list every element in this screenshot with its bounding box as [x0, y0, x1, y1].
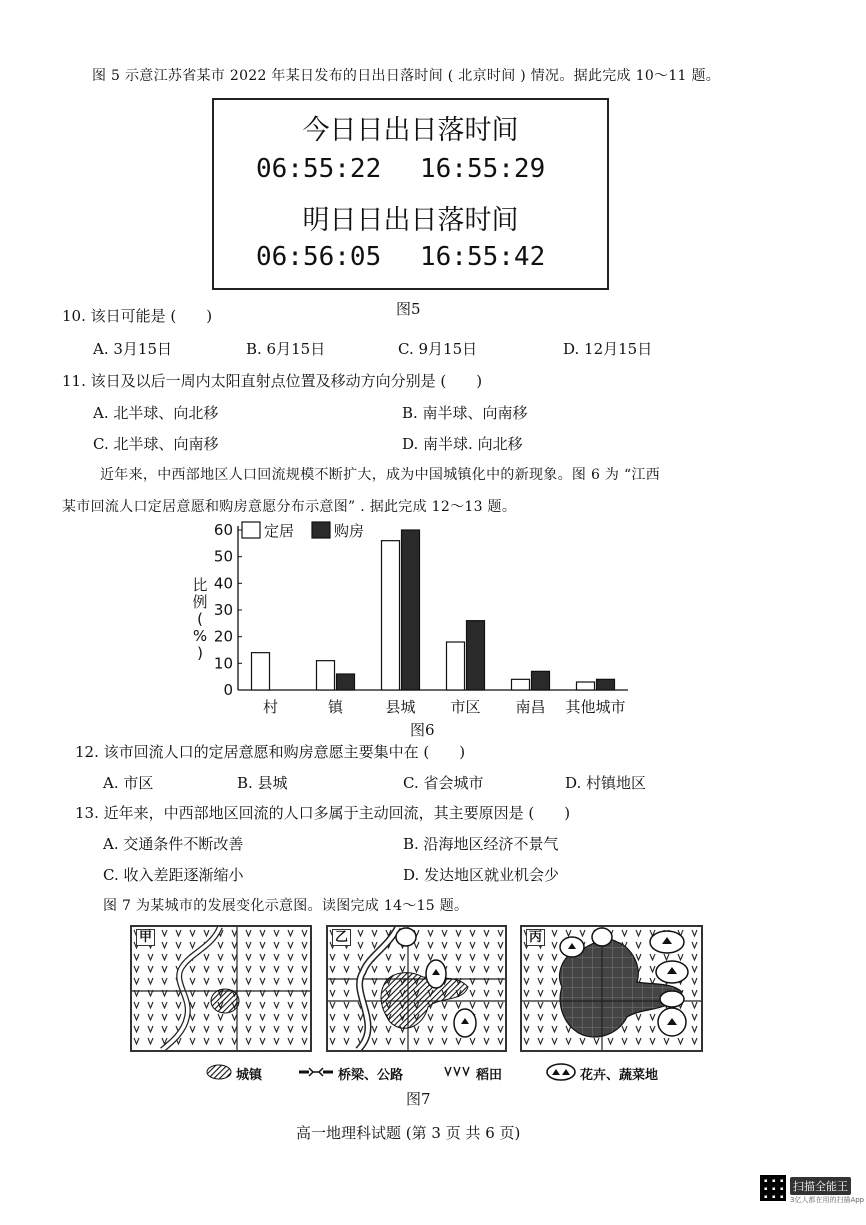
bar-定居-南昌: [512, 679, 530, 690]
q12-option-a: A. 市区: [103, 774, 154, 792]
today-title: 今日日出日落时间: [302, 115, 519, 146]
q10-option-a: A. 3月15日: [93, 340, 172, 358]
y-tick-label: 60: [213, 521, 233, 539]
legend-town-swatch: [205, 1064, 233, 1080]
legend-town: 城镇: [236, 1068, 263, 1083]
page-footer: 高一地理科试题 (第 3 页 共 6 页): [296, 1124, 521, 1142]
y-tick-label: 30: [213, 601, 233, 619]
q12-stem: 12. 该市回流人口的定居意愿和购房意愿主要集中在 ( ): [75, 743, 466, 761]
q11-option-d: D. 南半球. 向北移: [402, 435, 523, 453]
x-tick-label: 南昌: [515, 698, 546, 716]
bar-定居-市区: [447, 642, 465, 690]
legend-flower-veg: 花卉、蔬菜地: [580, 1068, 659, 1083]
y-tick-label: 40: [213, 574, 233, 593]
y-tick-label: 50: [213, 547, 233, 566]
y-tick-label: 0: [223, 681, 233, 699]
q12-option-b: B. 县城: [237, 774, 288, 792]
today-sunrise: 06:55:22: [256, 154, 382, 184]
fig5-caption: 图5: [396, 300, 421, 318]
y-axis-label: (: [197, 610, 203, 628]
q11-option-b: B. 南半球、向南移: [402, 404, 528, 422]
q12-option-d: D. 村镇地区: [565, 774, 647, 792]
map-jia-label: 甲: [136, 929, 155, 946]
fig7-caption: 图7: [406, 1090, 431, 1108]
legend-swatch-购房: [312, 522, 330, 538]
y-axis-label: 例: [192, 593, 208, 611]
bar-购房-南昌: [532, 671, 550, 690]
y-axis-label: %: [192, 627, 208, 645]
y-axis-label: ): [197, 644, 203, 662]
q13-option-d: D. 发达地区就业机会少: [403, 866, 560, 884]
x-tick-label: 村: [262, 698, 279, 716]
bar-定居-村: [252, 653, 270, 690]
bar-定居-镇: [317, 661, 335, 690]
qr-code-icon: [760, 1175, 786, 1201]
today-sunset: 16:55:29: [420, 154, 546, 184]
q11-stem: 11. 该日及以后一周内太阳直射点位置及移动方向分别是 ( ): [62, 372, 483, 390]
sunrise-sunset-box: [212, 98, 609, 290]
x-tick-label: 县城: [385, 698, 416, 716]
legend-bridge-road-swatch: [297, 1064, 335, 1080]
legend-label-定居: 定居: [264, 522, 295, 540]
tomorrow-sunrise: 06:56:05: [256, 242, 382, 272]
q13-option-c: C. 收入差距逐渐缩小: [103, 866, 244, 884]
tomorrow-title: 明日日出日落时间: [302, 205, 519, 236]
q13-option-a: A. 交通条件不断改善: [103, 835, 244, 853]
q10-option-b: B. 6月15日: [246, 340, 326, 358]
map-bing-label: 丙: [526, 929, 545, 946]
y-axis-label: 比: [192, 576, 208, 594]
bar-购房-其他城市: [597, 679, 615, 690]
tomorrow-sunset: 16:55:42: [420, 242, 546, 272]
legend-paddy: 稻田: [476, 1068, 503, 1083]
q12-intro-line2: 某市回流人口定居意愿和购房意愿分布示意图” . 据此完成 12～13 题。: [62, 499, 517, 515]
y-tick-label: 10: [213, 654, 233, 673]
x-tick-label: 镇: [327, 698, 344, 716]
bar-购房-市区: [467, 621, 485, 690]
map-yi-label: 乙: [332, 929, 351, 946]
q12-option-c: C. 省会城市: [403, 774, 484, 792]
legend-flower-veg-swatch: [545, 1062, 577, 1082]
q11-option-c: C. 北半球、向南移: [93, 435, 219, 453]
bar-购房-县城: [402, 530, 420, 690]
fig6-caption: 图6: [410, 721, 435, 739]
bar-定居-其他城市: [577, 682, 595, 690]
bar-购房-镇: [337, 674, 355, 690]
q10-intro: 图 5 示意江苏省某市 2022 年某日发布的日出日落时间 ( 北京时间 ) 情况。据此完成 10～11 题。: [92, 68, 721, 84]
map-bing: [520, 925, 703, 1052]
q12-intro-line1: 近年来，中西部地区人口回流规模不断扩大，成为中国城镇化中的新现象。图 6 为 “江西: [100, 467, 661, 483]
q10-option-d: D. 12月15日: [563, 340, 653, 358]
map-jia-drawing: [132, 927, 310, 1050]
map-bing-drawing: [522, 927, 701, 1050]
map-yi-drawing: [328, 927, 505, 1050]
legend-label-购房: 购房: [334, 522, 365, 540]
x-tick-label: 其他城市: [565, 698, 626, 716]
legend-swatch-定居: [242, 522, 260, 538]
q14-intro: 图 7 为某城市的发展变化示意图。读图完成 14～15 题。: [103, 898, 469, 914]
x-tick-label: 市区: [450, 698, 481, 716]
q10-stem: 10. 该日可能是 ( ): [62, 307, 213, 325]
legend-bridge-road: 桥梁、公路: [338, 1068, 404, 1083]
map-jia: [130, 925, 312, 1052]
legend-paddy-swatch: [443, 1064, 473, 1080]
scanner-subtext: 3亿人都在用的扫描App: [790, 1196, 865, 1204]
q11-option-a: A. 北半球、向北移: [93, 404, 219, 422]
bar-定居-县城: [382, 541, 400, 690]
q10-option-c: C. 9月15日: [398, 340, 478, 358]
y-tick-label: 20: [213, 627, 233, 646]
q13-stem: 13. 近年来，中西部地区回流的人口多属于主动回流，其主要原因是 ( ): [75, 804, 571, 822]
map-yi: [326, 925, 507, 1052]
scanner-badge: 扫描全能王: [790, 1177, 851, 1195]
q13-option-b: B. 沿海地区经济不景气: [403, 835, 559, 853]
fig6-bar-chart: [180, 518, 650, 718]
